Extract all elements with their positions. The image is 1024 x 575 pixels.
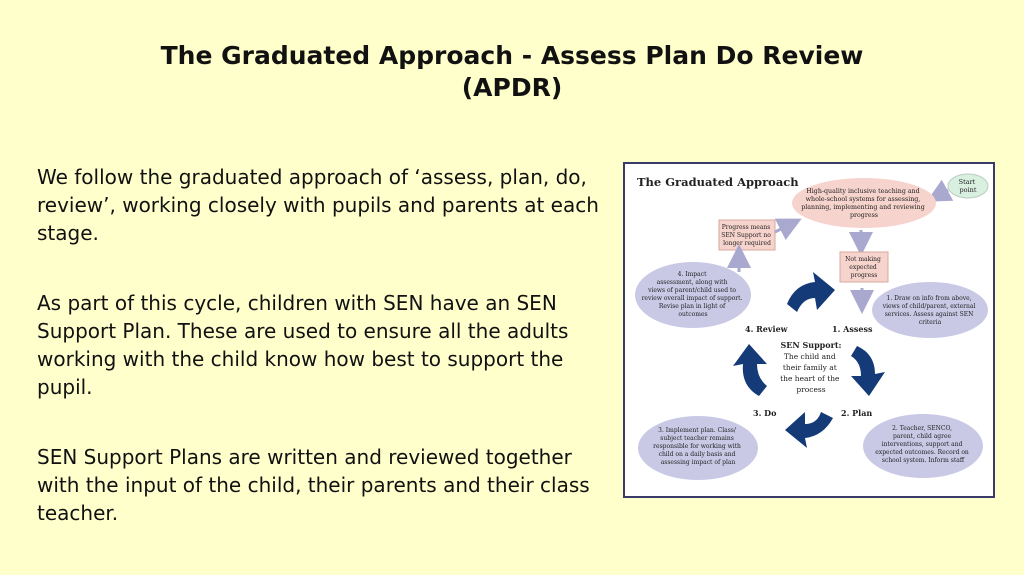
assess-bubble <box>872 282 988 338</box>
paragraph-3: SEN Support Plans are written and reviewed together with the input of the child, their parents and their class teacher. <box>37 445 590 525</box>
paragraph-2: As part of this cycle, children with SEN have an SEN Support Plan. These are used to ensure all the adults working with the child know how best to support the pupil. <box>37 291 569 399</box>
cycle-arrow-plan-to-do <box>785 412 833 448</box>
body-text <box>37 163 607 569</box>
cycle-arrow-review-to-assess <box>787 272 835 312</box>
title-line-2: (APDR) <box>461 73 563 102</box>
center-text: The child and their family at the heart of the process <box>780 352 840 394</box>
cycle-arrow-assess-to-plan <box>851 346 885 396</box>
high-quality-teaching-text: High-quality inclusive teaching and whole-school systems for assessing, planning, implementing and reviewing progress <box>801 188 925 219</box>
plan-text: 2. Teacher, SENCO, parent, child agree interventions, support and expected outcomes. Record on school system. Inform staff <box>875 425 969 464</box>
assess-text: 1. Draw on info from above, views of child/parent, external services. Assess against SEN criteria <box>882 295 976 326</box>
label-plan: 2. Plan <box>841 408 873 418</box>
not-making-progress-text: Not making expected progress <box>845 256 881 279</box>
do-text: 3. Implement plan. Class/ subject teacher remains responsible for working with child on a daily basis and assessing impact of plan <box>653 427 741 466</box>
graduated-approach-diagram <box>623 162 995 498</box>
start-point-label: Start point <box>958 178 977 194</box>
cycle-arrow-do-to-review <box>733 344 767 396</box>
page-title <box>140 40 884 104</box>
label-do: 3. Do <box>753 408 777 418</box>
paragraph-1: We follow the graduated approach of ‘assess, plan, do, review’, working closely with pupils and parents at each stage. <box>37 165 599 245</box>
diagram-svg <box>625 164 993 496</box>
label-assess: 1. Assess <box>832 324 873 334</box>
progress-box-text: Progress means SEN Support no longer required <box>721 224 771 247</box>
diagram-title: The Graduated Approach <box>637 175 799 189</box>
center-heading: SEN Support: <box>780 340 842 350</box>
review-text: 4. Impact assessment, along with views of parent/child used to review overall impact of support. Revise plan in light of outcomes <box>641 271 743 318</box>
high-quality-teaching-bubble <box>792 178 936 228</box>
label-review: 4. Review <box>745 324 788 334</box>
title-line-1: The Graduated Approach - Assess Plan Do Review <box>160 41 864 70</box>
